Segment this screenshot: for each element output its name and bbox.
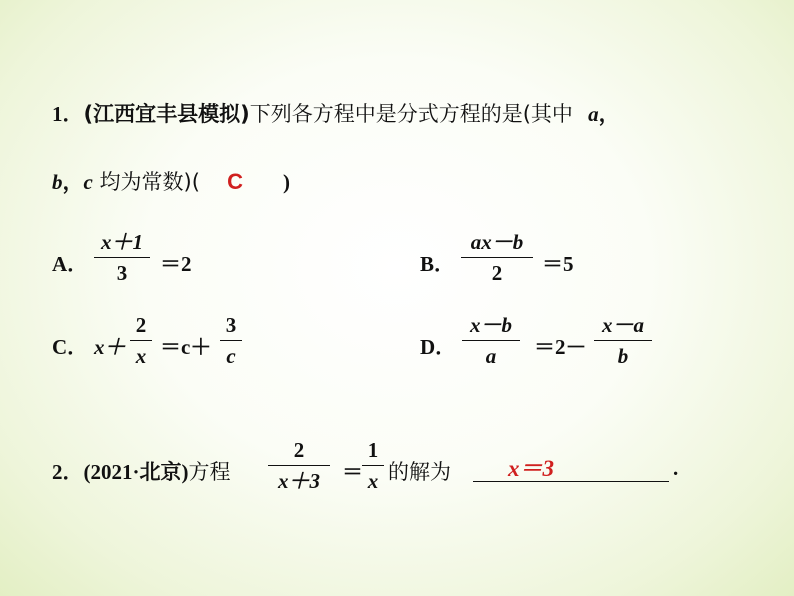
q2-answer xyxy=(508,450,554,483)
q1-stem-b: 均为常数)( xyxy=(92,170,200,194)
q1-answer: C xyxy=(227,169,244,194)
option-a-numerator: x＋1 xyxy=(101,230,143,254)
option-d-denominator2: b xyxy=(617,344,629,368)
q2-source-close: ) xyxy=(181,460,189,484)
q2-stem xyxy=(52,456,231,486)
q1-var-b: b xyxy=(52,170,63,194)
option-d-numerator2: x－a xyxy=(602,313,644,337)
q1-comma1: ， xyxy=(598,102,620,126)
option-a-label: A． xyxy=(52,252,89,276)
option-b-fraction-bar xyxy=(461,257,533,258)
option-a-fraction xyxy=(94,229,150,286)
option-a-denominator: 3 xyxy=(116,261,128,285)
option-d-fraction2 xyxy=(594,312,652,369)
option-c-fraction2-bar xyxy=(220,340,242,341)
option-c-numerator1: 2 xyxy=(135,313,147,337)
option-d-fraction1 xyxy=(462,312,520,369)
q2-number: 2． xyxy=(52,460,84,484)
q1-number: 1． xyxy=(52,102,84,126)
q2-equals: ＝ xyxy=(342,460,363,484)
option-d-fraction2-bar xyxy=(594,340,652,341)
option-c-numerator2: 3 xyxy=(225,313,237,337)
q2-answer-blank xyxy=(473,481,669,482)
q2-fraction2-bar xyxy=(362,465,384,466)
q1-var-c: c xyxy=(83,170,93,194)
q2-period: . xyxy=(673,456,679,480)
option-c-fraction2 xyxy=(220,312,242,369)
q1-comma2: ， xyxy=(62,170,84,194)
q2-stem-text: 方程 xyxy=(188,460,231,484)
q2-tail xyxy=(388,456,451,486)
q2-numerator1: 2 xyxy=(293,438,305,462)
option-c-denominator1: x xyxy=(135,344,147,368)
option-c-label: C． xyxy=(52,335,89,359)
q2-answer-text: x＝3 xyxy=(508,456,554,481)
q1-stem-line1 xyxy=(52,98,620,128)
option-a-rhs: ＝2 xyxy=(160,252,192,276)
option-b-label: B． xyxy=(420,252,456,276)
q2-numerator2: 1 xyxy=(367,438,379,462)
q2-fraction1 xyxy=(268,437,330,494)
q1-var-a: a xyxy=(588,102,599,126)
option-b-rhs: ＝5 xyxy=(542,252,574,276)
q1-source: (江西宜丰县模拟) xyxy=(83,102,250,126)
option-b-denominator: 2 xyxy=(491,261,503,285)
q2-tail-text: 的解为 xyxy=(388,460,451,484)
option-b-fraction xyxy=(461,229,533,286)
option-c-lead: x＋ xyxy=(94,335,126,359)
q2-denominator2: x xyxy=(367,469,379,493)
q1-stem-a: 下列各方程中是分式方程的是(其中 xyxy=(249,102,573,126)
q2-source-place: 北京 xyxy=(139,460,182,484)
q1-close-paren: ) xyxy=(283,170,291,194)
q2-source-open: (2021· xyxy=(83,460,140,484)
option-d-label: D． xyxy=(420,335,457,359)
option-d-fraction1-bar xyxy=(462,340,520,341)
option-c-fraction1-bar xyxy=(130,340,152,341)
option-b-numerator: ax－b xyxy=(470,230,524,254)
q2-fraction2 xyxy=(362,437,384,494)
option-d-mid: ＝2－ xyxy=(534,335,587,359)
option-a-fraction-bar xyxy=(94,257,150,258)
option-d-denominator1: a xyxy=(485,344,497,368)
option-c-mid: ＝c＋ xyxy=(160,335,212,359)
option-d-numerator1: x－b xyxy=(470,313,512,337)
q1-stem-line2 xyxy=(52,166,290,196)
q2-fraction1-bar xyxy=(268,465,330,466)
q2-denominator1: x＋3 xyxy=(278,469,320,493)
option-c-denominator2: c xyxy=(226,344,236,368)
option-c-fraction1 xyxy=(130,312,152,369)
